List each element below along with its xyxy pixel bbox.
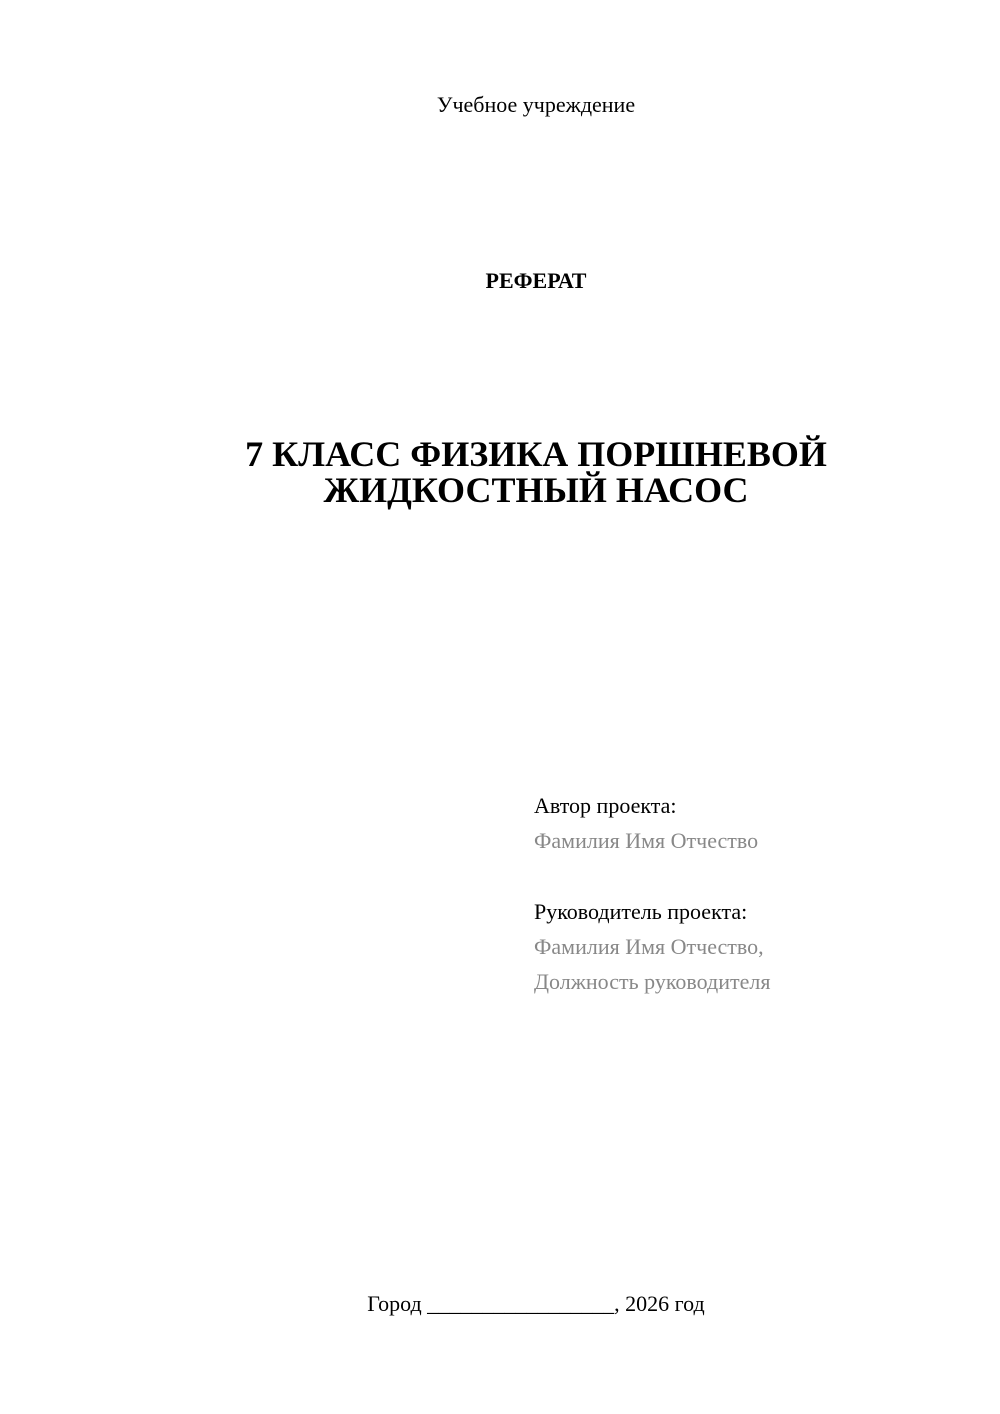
city-year-line: Город _________________, 2026 год [367, 1291, 705, 1316]
topic-title [0, 436, 1000, 508]
document-type: РЕФЕРАТ [485, 268, 587, 293]
topic-title-line-1: 7 КЛАСС ФИЗИКА ПОРШНЕВОЙ [245, 434, 827, 474]
author-label: Автор проекта: [534, 793, 677, 818]
authors-spacer [534, 858, 974, 894]
authors-block [534, 788, 974, 999]
supervisor-position: Должность руководителя [534, 969, 771, 994]
institution-name: Учебное учреждение [436, 92, 636, 117]
topic-title-line-2: ЖИДКОСТНЫЙ НАСОС [323, 470, 749, 510]
supervisor-name: Фамилия Имя Отчество, [534, 934, 764, 959]
supervisor-label: Руководитель проекта: [534, 899, 748, 924]
author-name: Фамилия Имя Отчество [534, 828, 759, 853]
